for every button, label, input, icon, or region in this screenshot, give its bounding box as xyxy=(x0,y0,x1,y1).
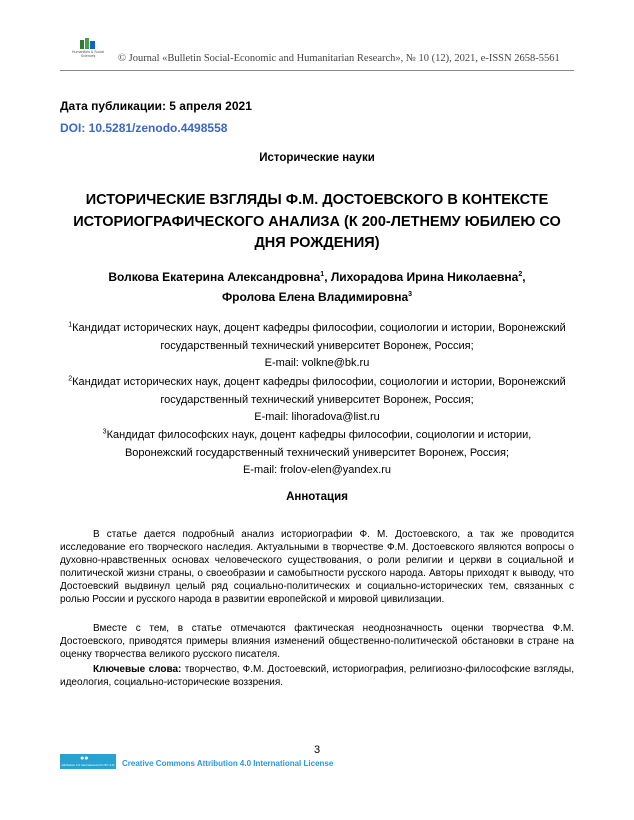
affiliation-3: $^3$Кандидат философских наук, доцент кафедры философии, социологии и истории, Воронежский государственный технический университет Воронеж, Россия; E-mail: frolov-elen@yandex.ru xyxy=(60,427,574,480)
logo-figures-icon xyxy=(80,38,96,50)
license-link[interactable]: Creative Commons Attribution 4.0 International License xyxy=(122,759,334,768)
author-2-ref: 2 xyxy=(518,271,523,278)
affiliation-3-email: E-mail: frolov-elen@yandex.ru xyxy=(242,464,392,476)
keywords xyxy=(60,663,574,689)
journal-logo xyxy=(66,38,110,66)
doi-link[interactable]: DOI: 10.5281/zenodo.4498558 xyxy=(60,121,228,135)
authors-line-1: Волкова Екатерина Александровна$^1$, Лихорадова Ирина Николаевна$^2$, xyxy=(108,270,526,284)
journal-header: © Journal «Bulletin Social-Economic and Humanitarian Research», № 10 (12), 2021, e-ISSN 2658-5561 xyxy=(118,53,560,64)
author-1-ref: 1 xyxy=(320,271,325,278)
publication-date: Дата публикации: 5 апреля 2021 xyxy=(60,99,252,113)
cc-badge-text: Attribution 4.0 International (CC BY 4.0) xyxy=(61,763,115,767)
section-title: Исторические науки xyxy=(259,152,375,164)
authors-line-2 xyxy=(60,287,574,307)
header-divider xyxy=(60,70,574,71)
author-3: Фролова Елена Владимировна xyxy=(221,290,409,304)
keywords-label: Ключевые слова: xyxy=(93,664,182,675)
keywords-list: творчество, Ф.М. Достоевский, историография, религиозно-философские взгляды, идеология, социально-исторические воззрения. xyxy=(60,664,574,689)
logo-text: Humanities & Social Sciences xyxy=(71,50,105,58)
abstract-paragraph-2: Вместе с тем, в статье отмечаются фактическая неоднозначность оценки творчества Ф.М. Достоевского, приводятся примеры влияния изменений общественно-политической обстановки в стране на оценку творчества великого русского писателя. xyxy=(60,623,574,661)
affiliation-1-email: E-mail: volkne@bk.ru xyxy=(264,357,370,369)
author-3-ref: 3 xyxy=(408,291,413,298)
page-number: 3 xyxy=(313,744,321,756)
abstract-heading: Аннотация xyxy=(286,491,348,503)
article-title xyxy=(60,190,574,255)
title-line-3: ДНЯ РОЖДЕНИЯ) xyxy=(254,235,380,251)
author-2: Лихорадова Ирина Николаевна xyxy=(330,270,519,284)
cc-license-badge[interactable] xyxy=(60,754,116,769)
abstract-paragraph-1: В статье дается подробный анализ историографии Ф. М. Достоевского, а так же проводится исследование его творческого наследия. Актуальными в творчестве Ф.М. Достоевского являются вопросы о духовно-нравственных основах человеческого существования, о роли религии и церкви в социальной и политической жизни страны, о своеобразии и самобытности русского народа. Авторы приходят к выводу, что Достоевский выдвинул целый ряд социально-политических и социально-исторических тем, связанных с ролью России и русского народа в развитии европейской и мировой цивилизации. xyxy=(60,529,574,606)
affiliation-1: $^1$Кандидат исторических наук, доцент кафедры философии, социологии и истории, Воронежский государственный технический университет Воронеж, Россия; E-mail: volkne@bk.ru xyxy=(60,320,574,373)
affiliation-2-email: E-mail: lihoradova@list.ru xyxy=(254,411,380,423)
authors xyxy=(60,267,574,307)
cc-by-icon: ●● xyxy=(80,755,89,762)
affiliation-2: $^2$Кандидат исторических наук, доцент кафедры философии, социологии и истории, Воронежский государственный технический университет Воронеж, Россия; E-mail: lihoradova@list.ru xyxy=(60,374,574,427)
title-line-1: ИСТОРИЧЕСКИЕ ВЗГЛЯДЫ Ф.М. ДОСТОЕВСКОГО В КОНТЕКСТЕ xyxy=(85,192,549,208)
title-line-2: ИСТОРИОГРАФИЧЕСКОГО АНАЛИЗА (К 200-ЛЕТНЕМУ ЮБИЛЕЮ СО xyxy=(73,213,561,230)
author-1: Волкова Екатерина Александровна xyxy=(108,270,321,284)
